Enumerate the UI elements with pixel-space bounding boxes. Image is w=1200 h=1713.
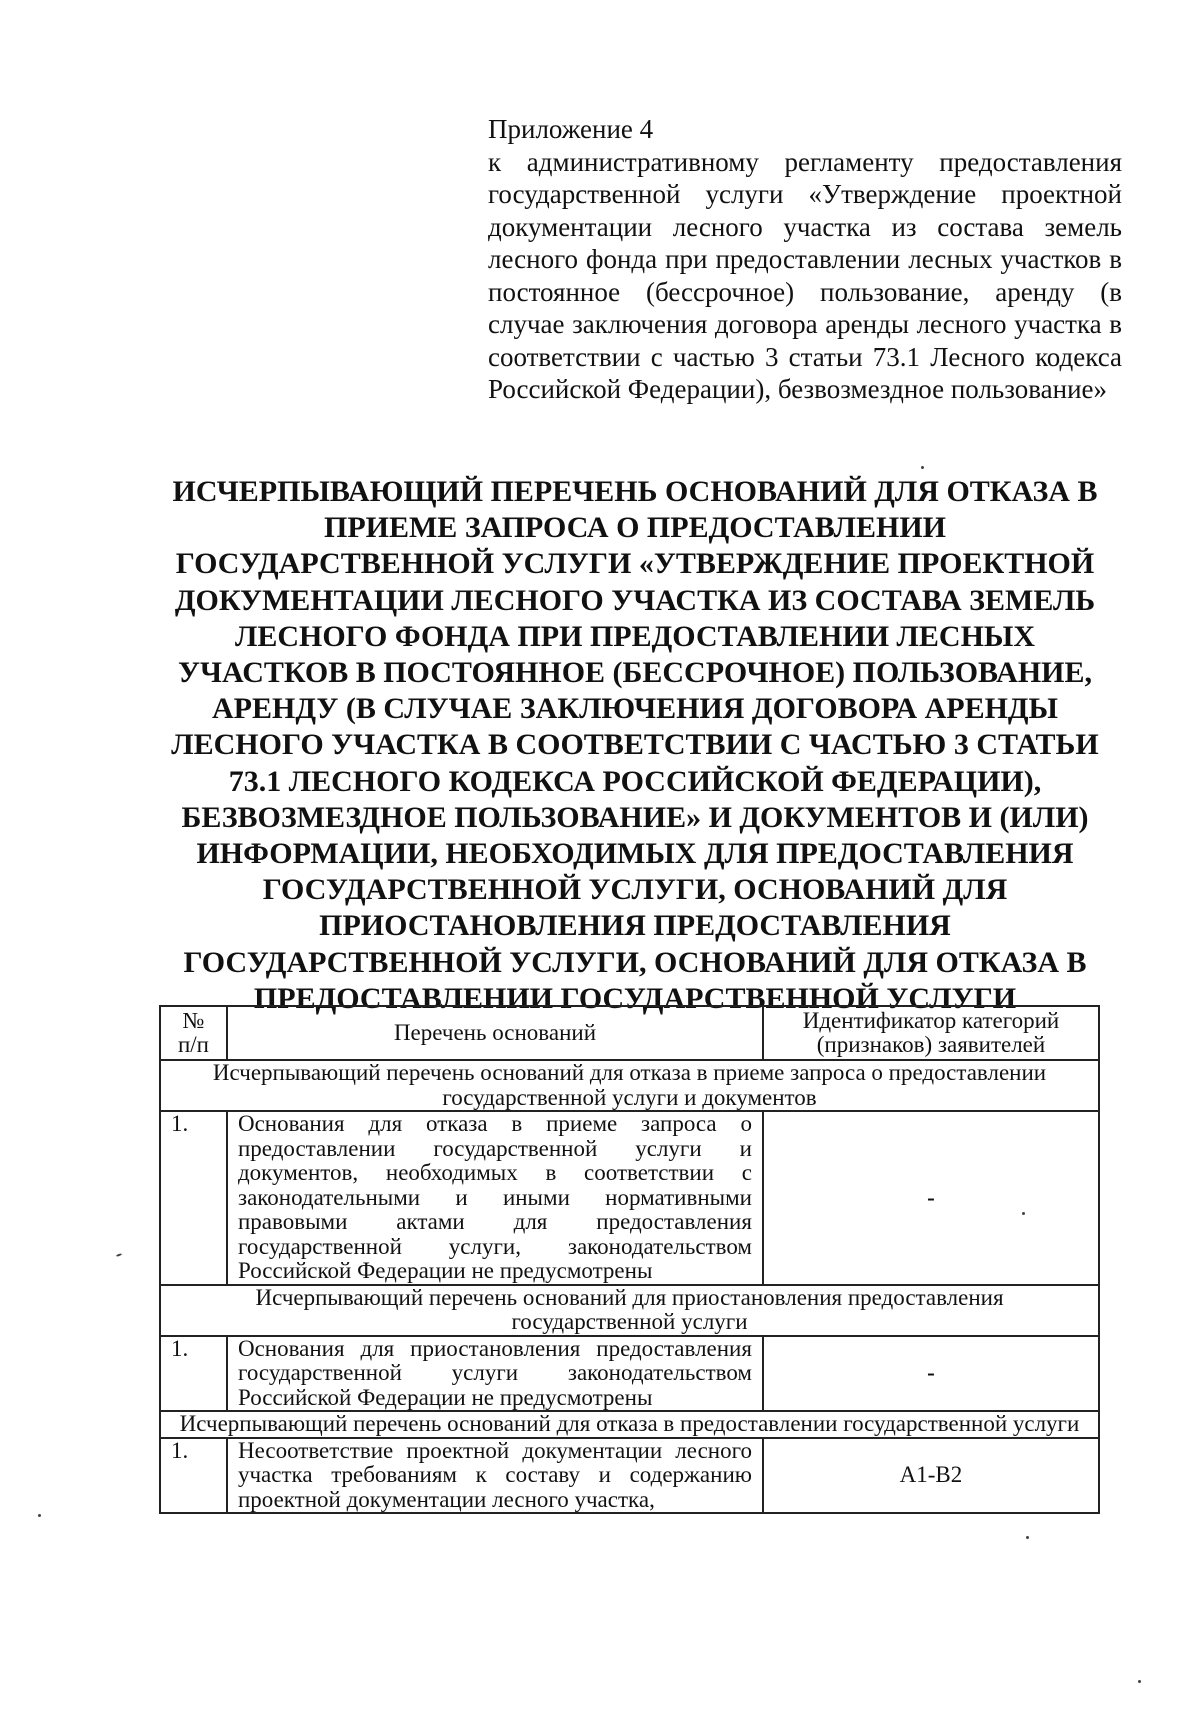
section-title: Исчерпывающий перечень оснований для отказа в приеме запроса о предоставлении государственной услуги и документов: [160, 1060, 1099, 1111]
scan-speck: [921, 466, 924, 469]
table-row: [160, 1336, 1099, 1412]
row-identifier: -: [763, 1111, 1099, 1285]
table-row: [160, 1111, 1099, 1285]
scan-speck: [1138, 1680, 1141, 1683]
section-title: Исчерпывающий перечень оснований для отказа в предоставлении государственной услуги: [160, 1411, 1099, 1438]
section-title-row: [160, 1411, 1099, 1438]
row-number: 1.: [160, 1336, 227, 1412]
header-id: Идентификатор категорий (признаков) заявителей: [763, 1006, 1099, 1060]
section-title-row: [160, 1285, 1099, 1336]
section-title-row: [160, 1060, 1099, 1111]
appendix-title: Приложение 4: [488, 114, 654, 144]
row-number: 1.: [160, 1111, 227, 1285]
row-number: 1.: [160, 1438, 227, 1514]
scan-speck: [1026, 1536, 1029, 1539]
header-num: № п/п: [160, 1006, 227, 1060]
row-text: Несоответствие проектной документации лесного участка требованиям к составу и содержанию проектной документации лесного участка,: [227, 1438, 763, 1514]
header-list: Перечень оснований: [227, 1006, 763, 1060]
row-text: Основания для отказа в приеме запроса о предоставлении государственной услуги и документов, необходимых в соответствии с законодательными и иными нормативными правовыми актами для предоставления государственной услуги, законодательством Российской Федерации не предусмотрены: [227, 1111, 763, 1285]
row-identifier: А1-В2: [763, 1438, 1099, 1514]
document-heading: ИСЧЕРПЫВАЮЩИЙ ПЕРЕЧЕНЬ ОСНОВАНИЙ ДЛЯ ОТКАЗА В ПРИЕМЕ ЗАПРОСА О ПРЕДОСТАВЛЕНИИ ГОСУДАРСТВЕННОЙ УСЛУГИ «УТВЕРЖДЕНИЕ ПРОЕКТНОЙ ДОКУМЕНТАЦИИ ЛЕСНОГО УЧАСТКА ИЗ СОСТАВА ЗЕМЕЛЬ ЛЕСНОГО ФОНДА ПРИ ПРЕДОСТАВЛЕНИИ ЛЕСНЫХ УЧАСТКОВ В ПОСТОЯННОЕ (БЕССРОЧНОЕ) ПОЛЬЗОВАНИЕ, АРЕНДУ (В СЛУЧАЕ ЗАКЛЮЧЕНИЯ ДОГОВОРА АРЕНДЫ ЛЕСНОГО УЧАСТКА В СООТВЕТСТВИИ С ЧАСТЬЮ 3 СТАТЬИ 73.1 ЛЕСНОГО КОДЕКСА РОССИЙСКОЙ ФЕДЕРАЦИИ), БЕЗВОЗМЕЗДНОЕ ПОЛЬЗОВАНИЕ» И ДОКУМЕНТОВ И (ИЛИ) ИНФОРМАЦИИ, НЕОБХОДИМЫХ ДЛЯ ПРЕДОСТАВЛЕНИЯ ГОСУДАРСТВЕННОЙ УСЛУГИ, ОСНОВАНИЙ ДЛЯ ПРИОСТАНОВЛЕНИЯ ПРЕДОСТАВЛЕНИЯ ГОСУДАРСТВЕННОЙ УСЛУГИ, ОСНОВАНИЙ ДЛЯ ОТКАЗА В ПРЕДОСТАВЛЕНИИ ГОСУДАРСТВЕННОЙ УСЛУГИ: [171, 475, 1099, 1015]
table-header-row: [160, 1006, 1099, 1060]
appendix-body: к административному регламенту предоставления государственной услуги «Утверждение проектной документации лесного участка из состава земель лесного фонда при предоставлении лесных участков в постоянное (бессрочное) пользование, аренду (в случае заключения договора аренды лесного участка в соответствии с частью 3 статьи 73.1 Лесного кодекса Российской Федерации), безвозмездное пользование»: [488, 146, 1122, 404]
appendix-block: [488, 113, 1122, 406]
section-title: Исчерпывающий перечень оснований для приостановления предоставления государственной услуги: [160, 1285, 1099, 1336]
row-text: Основания для приостановления предоставления государственной услуги законодательством Российской Федерации не предусмотрены: [227, 1336, 763, 1412]
scan-speck: [116, 1253, 122, 1257]
table-row: [160, 1438, 1099, 1514]
scan-speck: [1022, 1212, 1025, 1215]
row-identifier: -: [763, 1336, 1099, 1412]
scan-speck: [38, 1514, 41, 1517]
grounds-table: [159, 1005, 1100, 1514]
